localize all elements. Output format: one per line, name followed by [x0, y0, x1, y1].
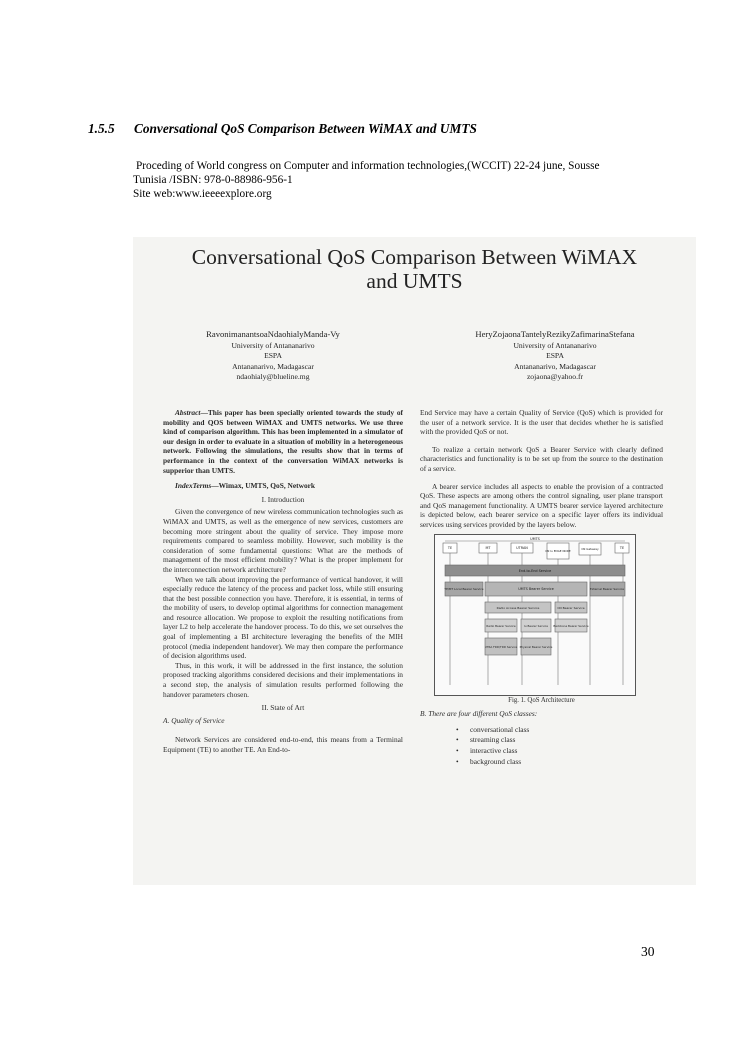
- label-utra: UTRA FDD/TDD Service: [484, 644, 518, 649]
- bullet: •: [456, 735, 459, 745]
- label-cn-gw: CN Gateway: [581, 546, 599, 551]
- label-umts: UMTS: [530, 536, 540, 541]
- list-item: [456, 725, 663, 735]
- paper-title-line: and UMTS: [366, 269, 463, 293]
- label-te2: TE: [619, 545, 625, 550]
- paragraph: Network Services are considered end-to-end, this means from a Terminal Equipment (TE) to another TE. An End-to-: [163, 735, 403, 754]
- paragraph: When we talk about improving the performance of vertical handover, it will especially reduce the latency of the process and packet loss, while still ensuring that the best possible connection you have. Therefore, it is essential, in terms of the mobility of users, to develop optimal algorithms for connection management and resource allocation. We propose to exploit the resulting notifications from layer L2 to help accelerate the handover process. To do this, we set ourselves the goal of implementing a BI architecture leveraging the benefits of the MIH protocol (media independent handover). We may then compare the performance of decision algorithms used.: [163, 574, 403, 661]
- paragraph: Given the convergence of new wireless communication technologies such as WiMAX and UMTS, as well as the emergence of new services, customers are becoming more stringent about the quality of service. They impose more requirements compared to seamless mobility. However, such mobility is the consideration of some fundamental questions: What are the methods of management of the most efficient mobility? What is the proper implement for the interconnection network architecture?: [163, 507, 403, 574]
- qos-architecture-figure: [434, 534, 636, 696]
- author-dept: ESPA: [264, 351, 282, 360]
- section-number: 1.5.5: [88, 121, 115, 136]
- label-mt: MT: [485, 545, 491, 550]
- paper-title: [133, 245, 696, 293]
- section-heading-state-of-art: II. State of Art: [261, 703, 305, 713]
- label-cn-bearer: CN Bearer Service: [557, 605, 585, 610]
- paragraph: To realize a certain network QoS a Bearer Service with clearly defined characteristics and functionality is to be set up from the source to the destination of a service.: [420, 444, 663, 473]
- author-block: [173, 329, 373, 383]
- author-name: HeryZojaonaTantelyRezikyZafimarinaStefana: [475, 329, 635, 339]
- paragraph: A bearer service includes all aspects to enable the provision of a contracted QoS. These aspects are among others the control signaling, user plane transport and QoS management functionality. A UMTS bearer service layered architecture is depicted below, each bearer service on a specific layer offers its individual services using services provided by the layers below.: [420, 481, 663, 529]
- list-item-text: conversational class: [470, 724, 530, 734]
- label-external-bearer: External Bearer Service: [589, 586, 625, 591]
- label-physical-bearer: Physical Bearer Service: [519, 644, 553, 649]
- author-affiliation: University of Antananarivo: [513, 340, 597, 350]
- section-title: Conversational QoS Comparison Between WiMAX and UMTS: [134, 121, 477, 136]
- author-dept: ESPA: [546, 351, 564, 360]
- index-terms: [163, 481, 403, 491]
- paper-scan: [133, 237, 696, 885]
- figure-caption: Fig. 1. QoS Architecture: [508, 696, 575, 704]
- list-item: [456, 757, 663, 767]
- citation-line: Tunisia /ISBN: 978-0-88986-956-1: [133, 174, 293, 186]
- abstract: [163, 408, 403, 475]
- bullet: •: [456, 756, 459, 766]
- author-city: Antananarivo, Madagascar: [514, 361, 596, 371]
- label-te: TE: [447, 545, 453, 550]
- page-number: 30: [641, 944, 655, 959]
- citation-block: [133, 159, 600, 201]
- index-terms-label: IndexTerms: [175, 481, 212, 491]
- citation-line: Proceding of World congress on Computer and information technologies,(WCCIT) 22-24 june, Sousse: [136, 160, 600, 172]
- author-name: RavonimanantsoaNdaohialyManda-Vy: [206, 329, 340, 339]
- left-column: [163, 408, 403, 755]
- section-heading: [88, 121, 477, 137]
- qos-architecture-diagram: [435, 535, 635, 695]
- list-item-text: interactive class: [470, 745, 518, 755]
- list-item-text: streaming class: [470, 735, 516, 745]
- bullet: •: [456, 745, 459, 755]
- list-item: [456, 746, 663, 756]
- label-radio-bearer: Radio Bearer Service: [486, 623, 516, 628]
- paper-title-line: Conversational QoS Comparison Between WiMAX: [191, 245, 638, 269]
- author-city: Antananarivo, Madagascar: [232, 361, 314, 371]
- abstract-text: —This paper has been specially oriented towards the study of mobility and QOS between WiMAX and UMTS networks. We use three kind of comparison algorithm. This has been implemented in a simulator of our design in order to evaluate in a situation of mobility in a heterogeneous network. Following the simulations, the results show that in terms of performance in the context of the conversation WiMAX networks is supperior than UMTS.: [163, 408, 403, 475]
- label-local-bearer: TE/MT Local Bearer Service: [444, 586, 484, 591]
- author-affiliation: University of Antananarivo: [231, 340, 315, 350]
- author-email: ndaohialy@blueline.mg: [236, 372, 310, 381]
- bullet: •: [456, 724, 459, 734]
- subsection-heading: B. There are four different QoS classes:: [420, 709, 538, 719]
- label-utran: UTRAN: [516, 545, 528, 550]
- section-heading-intro: I. Introduction: [261, 494, 305, 504]
- paragraph: End Service may have a certain Quality of Service (QoS) which is provided for the user of a network service. It is the user that decides whether he is satisfied with the provided QoS or not.: [420, 408, 663, 437]
- index-terms-text: —Wimax, UMTS, QoS, Network: [211, 481, 316, 491]
- qos-class-list: [456, 725, 663, 766]
- list-item-text: background class: [470, 756, 522, 766]
- subsection-heading: A. Quality of Service: [163, 715, 225, 725]
- author-email: zojaona@yahoo.fr: [526, 372, 584, 381]
- label-cn-iu: CN Iu EDGE NODE: [545, 548, 571, 553]
- label-backbone-bearer: Backbone Bearer Service: [553, 623, 589, 628]
- label-iu-bearer: Iu Bearer Service: [523, 623, 549, 628]
- abstract-label: Abstract: [175, 408, 201, 417]
- list-item: [456, 735, 663, 745]
- label-rab: Radio Access Bearer Service: [496, 605, 540, 610]
- author-block: [440, 329, 670, 383]
- label-umts-bearer: UMTS Bearer Service: [518, 586, 554, 591]
- label-e2e: End-to-End Service: [518, 568, 552, 573]
- paragraph: Thus, in this work, it will be addressed in the first instance, the solution proposed tracking algorithms considered decisions and their implementations in a second step, the analysis of simulation results performed following the handover parameters chosen.: [163, 660, 403, 699]
- right-column: [420, 408, 663, 767]
- citation-line: Site web:www.ieeeexplore.org: [133, 188, 272, 200]
